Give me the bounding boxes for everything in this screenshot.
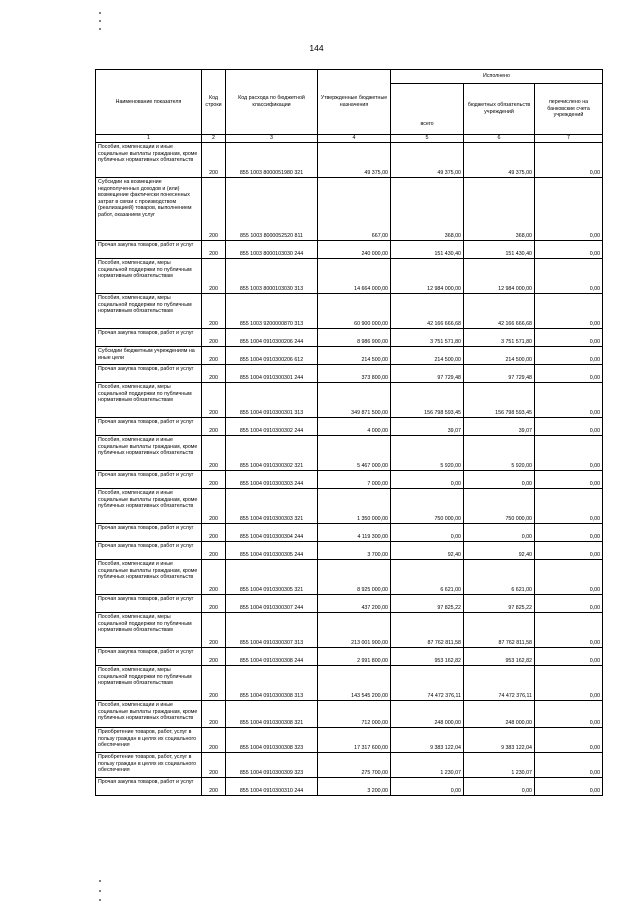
row-name <box>96 595 202 613</box>
header-code: Код строки <box>202 70 226 135</box>
row-kbk: 855 1004 0910300307 244 <box>226 595 318 613</box>
column-number: 6 <box>464 135 535 143</box>
row-code: 200 <box>202 648 226 666</box>
table-row <box>96 259 603 294</box>
row-name <box>96 436 202 471</box>
row-name <box>96 728 202 753</box>
column-numbers-row <box>96 135 603 143</box>
row-approved: 4 119 300,00 <box>318 524 391 542</box>
row-transferred: 0,00 <box>535 489 603 524</box>
row-approved: 60 900 000,00 <box>318 294 391 329</box>
row-total: 49 375,00 <box>391 143 464 178</box>
row-name-text: Пособия, компенсации, меры социальной поддержки по публичным нормативным обязательствам <box>98 384 192 404</box>
row-name-text: Прочая закупка товаров, работ и услуг <box>98 596 194 602</box>
row-obligations: 953 162,82 <box>464 648 535 666</box>
row-total: 953 162,82 <box>391 648 464 666</box>
row-approved: 667,00 <box>318 178 391 241</box>
table-row <box>96 648 603 666</box>
row-name <box>96 418 202 436</box>
row-total: 87 762 811,58 <box>391 613 464 648</box>
row-total: 3 751 571,80 <box>391 329 464 347</box>
row-kbk: 855 1004 0910300206 612 <box>226 347 318 365</box>
row-name <box>96 178 202 241</box>
table-row <box>96 418 603 436</box>
row-total: 92,40 <box>391 542 464 560</box>
row-approved: 8 925 000,00 <box>318 560 391 595</box>
row-total: 97 825,22 <box>391 595 464 613</box>
row-transferred: 0,00 <box>535 728 603 753</box>
row-total: 12 984 000,00 <box>391 259 464 294</box>
row-obligations: 0,00 <box>464 778 535 796</box>
row-kbk: 855 1004 0910300305 321 <box>226 560 318 595</box>
scan-dot <box>99 899 101 901</box>
row-obligations: 3 751 571,80 <box>464 329 535 347</box>
row-total: 97 729,48 <box>391 365 464 383</box>
table-row <box>96 241 603 259</box>
row-total: 248 000,00 <box>391 701 464 728</box>
row-approved: 275 700,00 <box>318 753 391 778</box>
row-name-text: Прочая закупка товаров, работ и услуг <box>98 779 194 785</box>
row-approved: 712 000,00 <box>318 701 391 728</box>
row-obligations: 87 762 811,58 <box>464 613 535 648</box>
row-name <box>96 365 202 383</box>
row-transferred: 0,00 <box>535 648 603 666</box>
row-transferred: 0,00 <box>535 329 603 347</box>
row-code: 200 <box>202 728 226 753</box>
row-transferred: 0,00 <box>535 347 603 365</box>
row-kbk: 855 1004 0910300307 313 <box>226 613 318 648</box>
row-kbk: 855 1004 0910300302 244 <box>226 418 318 436</box>
page-number: 144 <box>309 43 324 53</box>
table-row <box>96 542 603 560</box>
row-obligations: 156 798 593,45 <box>464 383 535 418</box>
row-name <box>96 648 202 666</box>
row-code: 200 <box>202 143 226 178</box>
row-name-text: Прочая закупка товаров, работ и услуг <box>98 330 194 336</box>
row-code: 200 <box>202 347 226 365</box>
column-number: 5 <box>391 135 464 143</box>
scan-dot <box>99 28 101 30</box>
row-code: 200 <box>202 595 226 613</box>
row-name-text: Пособия, компенсации, меры социальной поддержки по публичным нормативным обязательствам <box>98 260 192 280</box>
row-approved: 7 000,00 <box>318 471 391 489</box>
row-transferred: 0,00 <box>535 418 603 436</box>
row-kbk: 855 1004 0910300310 244 <box>226 778 318 796</box>
row-obligations: 49 375,00 <box>464 143 535 178</box>
row-name <box>96 471 202 489</box>
row-kbk: 855 1004 0910300206 244 <box>226 329 318 347</box>
row-total: 9 383 122,04 <box>391 728 464 753</box>
table-row <box>96 436 603 471</box>
row-code: 200 <box>202 701 226 728</box>
scan-dot <box>99 12 101 14</box>
row-obligations: 214 500,00 <box>464 347 535 365</box>
row-transferred: 0,00 <box>535 778 603 796</box>
column-number: 7 <box>535 135 603 143</box>
row-approved: 214 500,00 <box>318 347 391 365</box>
column-number: 4 <box>318 135 391 143</box>
row-name-text: Прочая закупка товаров, работ и услуг <box>98 242 194 248</box>
row-name <box>96 489 202 524</box>
column-number: 2 <box>202 135 226 143</box>
budget-execution-table <box>95 69 603 796</box>
row-transferred: 0,00 <box>535 143 603 178</box>
row-transferred: 0,00 <box>535 436 603 471</box>
row-name <box>96 294 202 329</box>
row-total: 39,07 <box>391 418 464 436</box>
row-kbk: 855 1003 8000103030 244 <box>226 241 318 259</box>
row-obligations: 74 472 376,11 <box>464 666 535 701</box>
row-transferred: 0,00 <box>535 595 603 613</box>
row-obligations: 0,00 <box>464 524 535 542</box>
row-name-text: Прочая закупка товаров, работ и услуг <box>98 649 194 655</box>
row-kbk: 855 1003 8000052520 811 <box>226 178 318 241</box>
column-number: 3 <box>226 135 318 143</box>
row-obligations: 97 825,22 <box>464 595 535 613</box>
row-name-text: Приобретение товаров, работ, услуг в пользу граждан в целях их социального обеспечения <box>98 729 197 749</box>
header-name: Наименование показателя <box>96 70 202 135</box>
row-kbk: 855 1003 8000051980 321 <box>226 143 318 178</box>
row-name <box>96 259 202 294</box>
row-name-text: Субсидии на возмещение недополученных доходов и (или) возмещение фактически понесенных затрат в связи с производством (реализацией) товаров, выполнением работ, оказанием услуг <box>98 179 192 219</box>
row-code: 200 <box>202 294 226 329</box>
row-code: 200 <box>202 241 226 259</box>
row-kbk: 855 1004 0910300308 321 <box>226 701 318 728</box>
row-name-text: Субсидии бюджетным учреждениям на иные цели <box>98 348 195 361</box>
table-row <box>96 753 603 778</box>
row-obligations: 368,00 <box>464 178 535 241</box>
row-code: 200 <box>202 560 226 595</box>
table-row <box>96 728 603 753</box>
row-code: 200 <box>202 524 226 542</box>
row-name <box>96 347 202 365</box>
header-approved: Утвержденные бюджетные назначения <box>318 70 391 135</box>
row-code: 200 <box>202 436 226 471</box>
row-approved: 3 200,00 <box>318 778 391 796</box>
row-approved: 437 200,00 <box>318 595 391 613</box>
row-kbk: 855 1004 0910300301 313 <box>226 383 318 418</box>
row-approved: 373 800,00 <box>318 365 391 383</box>
row-transferred: 0,00 <box>535 560 603 595</box>
row-code: 200 <box>202 329 226 347</box>
row-total: 214 500,00 <box>391 347 464 365</box>
table-row <box>96 347 603 365</box>
row-total: 151 430,40 <box>391 241 464 259</box>
row-approved: 143 545 200,00 <box>318 666 391 701</box>
table-row <box>96 489 603 524</box>
row-name <box>96 383 202 418</box>
row-approved: 8 986 900,00 <box>318 329 391 347</box>
row-total: 6 621,00 <box>391 560 464 595</box>
row-total: 156 798 593,45 <box>391 383 464 418</box>
table-row <box>96 365 603 383</box>
row-code: 200 <box>202 489 226 524</box>
row-kbk: 855 1004 0910300302 321 <box>226 436 318 471</box>
table-row <box>96 595 603 613</box>
row-name-text: Прочая закупка товаров, работ и услуг <box>98 419 194 425</box>
row-approved: 213 001 900,00 <box>318 613 391 648</box>
row-code: 200 <box>202 383 226 418</box>
row-code: 200 <box>202 259 226 294</box>
row-obligations: 6 621,00 <box>464 560 535 595</box>
row-name-text: Прочая закупка товаров, работ и услуг <box>98 543 194 549</box>
row-transferred: 0,00 <box>535 701 603 728</box>
row-name <box>96 143 202 178</box>
column-number: 1 <box>96 135 202 143</box>
row-obligations: 42 166 666,68 <box>464 294 535 329</box>
row-transferred: 0,00 <box>535 241 603 259</box>
row-name <box>96 701 202 728</box>
row-name <box>96 542 202 560</box>
table-row <box>96 383 603 418</box>
row-obligations: 92,40 <box>464 542 535 560</box>
row-obligations: 39,07 <box>464 418 535 436</box>
row-approved: 4 000,00 <box>318 418 391 436</box>
row-transferred: 0,00 <box>535 365 603 383</box>
row-kbk: 855 1004 0910300308 244 <box>226 648 318 666</box>
row-obligations: 12 984 000,00 <box>464 259 535 294</box>
row-transferred: 0,00 <box>535 471 603 489</box>
row-obligations: 1 230,07 <box>464 753 535 778</box>
row-approved: 2 991 800,00 <box>318 648 391 666</box>
row-name-text: Прочая закупка товаров, работ и услуг <box>98 525 194 531</box>
row-code: 200 <box>202 365 226 383</box>
row-total: 1 230,07 <box>391 753 464 778</box>
table-row <box>96 143 603 178</box>
row-name <box>96 524 202 542</box>
row-name <box>96 241 202 259</box>
row-kbk: 855 1004 0910300301 244 <box>226 365 318 383</box>
row-kbk: 855 1003 8000103030 313 <box>226 259 318 294</box>
header-transferred: перечислено на банковские счета учреждений <box>535 84 603 135</box>
row-approved: 3 700,00 <box>318 542 391 560</box>
row-code: 200 <box>202 542 226 560</box>
table-row <box>96 178 603 241</box>
row-approved: 17 317 600,00 <box>318 728 391 753</box>
row-approved: 240 000,00 <box>318 241 391 259</box>
row-approved: 14 664 000,00 <box>318 259 391 294</box>
row-code: 200 <box>202 778 226 796</box>
row-name-text: Прочая закупка товаров, работ и услуг <box>98 366 194 372</box>
header-kbk: Код расхода по бюджетной классификации <box>226 70 318 135</box>
row-name <box>96 753 202 778</box>
row-name <box>96 778 202 796</box>
row-approved: 49 375,00 <box>318 143 391 178</box>
row-total: 750 000,00 <box>391 489 464 524</box>
row-name <box>96 560 202 595</box>
table-header <box>96 70 603 143</box>
row-approved: 349 871 500,00 <box>318 383 391 418</box>
table-row <box>96 778 603 796</box>
row-name-text: Пособия, компенсации и иные социальные выплаты гражданам, кроме публичных нормативных обязательств <box>98 437 198 457</box>
row-approved: 1 350 000,00 <box>318 489 391 524</box>
row-name-text: Пособия, компенсации, меры социальной поддержки по публичным нормативным обязательствам <box>98 614 192 634</box>
row-kbk: 855 1004 0910300308 323 <box>226 728 318 753</box>
row-name-text: Пособия, компенсации и иные социальные выплаты гражданам, кроме публичных нормативных обязательств <box>98 490 198 510</box>
row-approved: 5 467 000,00 <box>318 436 391 471</box>
row-total: 0,00 <box>391 778 464 796</box>
row-name-text: Пособия, компенсации, меры социальной поддержки по публичным нормативным обязательствам <box>98 667 192 687</box>
row-name-text: Пособия, компенсации и иные социальные выплаты гражданам, кроме публичных нормативных обязательств <box>98 144 198 164</box>
table-row <box>96 294 603 329</box>
scan-dot <box>99 880 101 882</box>
table-row <box>96 329 603 347</box>
row-transferred: 0,00 <box>535 524 603 542</box>
row-code: 200 <box>202 418 226 436</box>
row-transferred: 0,00 <box>535 542 603 560</box>
row-name-text: Пособия, компенсации, меры социальной поддержки по публичным нормативным обязательствам <box>98 295 192 315</box>
row-total: 0,00 <box>391 524 464 542</box>
row-obligations: 97 729,48 <box>464 365 535 383</box>
row-total: 5 920,00 <box>391 436 464 471</box>
row-obligations: 248 000,00 <box>464 701 535 728</box>
header-budget-obligations: бюджетных обязательств учреждений <box>464 84 535 135</box>
row-name-text: Приобретение товаров, работ, услуг в пользу граждан в целях их социального обеспечения <box>98 754 197 774</box>
row-name-text: Пособия, компенсации и иные социальные выплаты гражданам, кроме публичных нормативных обязательств <box>98 702 198 722</box>
row-total: 42 166 666,68 <box>391 294 464 329</box>
row-kbk: 855 1004 0910300309 323 <box>226 753 318 778</box>
table-body <box>96 143 603 796</box>
header-executed: Исполнено <box>391 70 603 84</box>
row-total: 368,00 <box>391 178 464 241</box>
table-row <box>96 613 603 648</box>
row-total: 74 472 376,11 <box>391 666 464 701</box>
row-name <box>96 329 202 347</box>
row-transferred: 0,00 <box>535 613 603 648</box>
row-code: 200 <box>202 178 226 241</box>
row-obligations: 9 383 122,04 <box>464 728 535 753</box>
row-kbk: 855 1004 0910300305 244 <box>226 542 318 560</box>
row-obligations: 0,00 <box>464 471 535 489</box>
row-code: 200 <box>202 753 226 778</box>
row-kbk: 855 1004 0910300308 313 <box>226 666 318 701</box>
row-kbk: 855 1004 0910300303 244 <box>226 471 318 489</box>
row-transferred: 0,00 <box>535 666 603 701</box>
scan-dot <box>99 890 101 892</box>
row-name <box>96 666 202 701</box>
row-transferred: 0,00 <box>535 294 603 329</box>
table-row <box>96 471 603 489</box>
row-obligations: 750 000,00 <box>464 489 535 524</box>
row-transferred: 0,00 <box>535 753 603 778</box>
table-row <box>96 524 603 542</box>
table-row <box>96 701 603 728</box>
table-row <box>96 560 603 595</box>
row-kbk: 855 1003 9200000870 313 <box>226 294 318 329</box>
row-name <box>96 613 202 648</box>
row-kbk: 855 1004 0910300304 244 <box>226 524 318 542</box>
header-total: всего <box>391 84 464 135</box>
row-kbk: 855 1004 0910300303 321 <box>226 489 318 524</box>
row-code: 200 <box>202 666 226 701</box>
row-name-text: Пособия, компенсации и иные социальные выплаты гражданам, кроме публичных нормативных обязательств <box>98 561 198 581</box>
scan-dot <box>99 20 101 22</box>
row-transferred: 0,00 <box>535 259 603 294</box>
row-obligations: 5 920,00 <box>464 436 535 471</box>
row-code: 200 <box>202 471 226 489</box>
row-code: 200 <box>202 613 226 648</box>
row-total: 0,00 <box>391 471 464 489</box>
row-name-text: Прочая закупка товаров, работ и услуг <box>98 472 194 478</box>
row-transferred: 0,00 <box>535 178 603 241</box>
table-row <box>96 666 603 701</box>
row-obligations: 151 430,40 <box>464 241 535 259</box>
row-transferred: 0,00 <box>535 383 603 418</box>
